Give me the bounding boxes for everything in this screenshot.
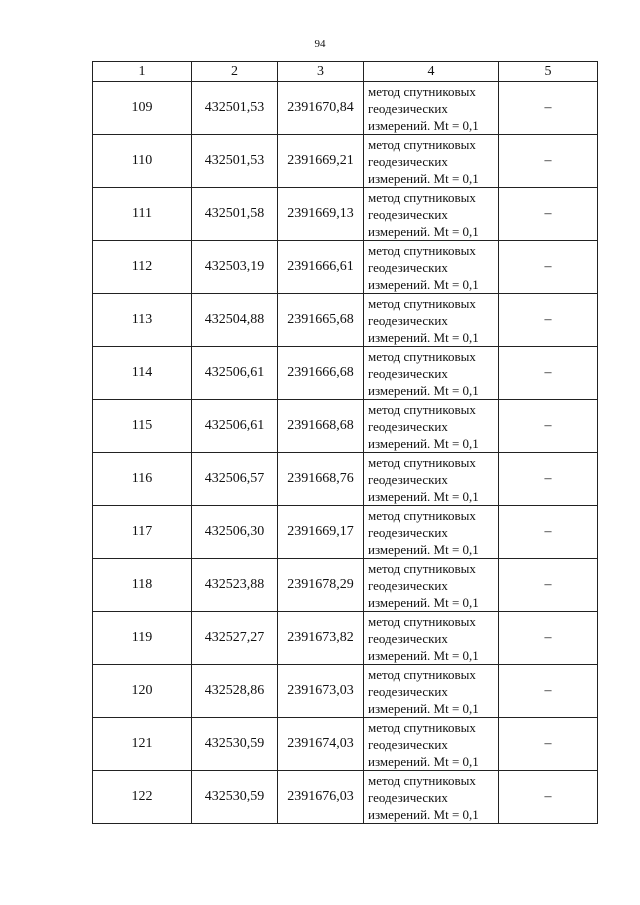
method-line: измерений. Mt = 0,1 (368, 382, 479, 398)
method-line: геодезических (368, 365, 448, 381)
x-coordinate-cell: 432530,59 (192, 718, 278, 771)
table-row (93, 188, 598, 241)
table-row (93, 506, 598, 559)
method-line: измерений. Mt = 0,1 (368, 541, 479, 557)
method-line: геодезических (368, 630, 448, 646)
y-coordinate-cell: 2391673,82 (278, 612, 364, 665)
point-number-cell: 114 (93, 347, 192, 400)
x-coordinate-cell: 432506,61 (192, 400, 278, 453)
header-col-5: 5 (499, 62, 598, 82)
method-line: метод спутниковых (368, 295, 476, 311)
header-col-2: 2 (192, 62, 278, 82)
method-line: метод спутниковых (368, 401, 476, 417)
method-cell (364, 665, 499, 718)
method-line: метод спутниковых (368, 772, 476, 788)
col5-cell: – (499, 135, 598, 188)
y-coordinate-cell: 2391669,21 (278, 135, 364, 188)
method-line: измерений. Mt = 0,1 (368, 329, 479, 345)
point-number-cell: 110 (93, 135, 192, 188)
method-line: геодезических (368, 471, 448, 487)
x-coordinate-cell: 432503,19 (192, 241, 278, 294)
method-line: метод спутниковых (368, 348, 476, 364)
method-line: измерений. Mt = 0,1 (368, 753, 479, 769)
table-body (93, 82, 598, 824)
y-coordinate-cell: 2391666,61 (278, 241, 364, 294)
x-coordinate-cell: 432501,53 (192, 135, 278, 188)
header-col-3: 3 (278, 62, 364, 82)
method-line: измерений. Mt = 0,1 (368, 435, 479, 451)
method-line: метод спутниковых (368, 719, 476, 735)
method-cell (364, 771, 499, 824)
x-coordinate-cell: 432530,59 (192, 771, 278, 824)
y-coordinate-cell: 2391673,03 (278, 665, 364, 718)
y-coordinate-cell: 2391668,68 (278, 400, 364, 453)
col5-cell: – (499, 188, 598, 241)
col5-cell: – (499, 294, 598, 347)
col5-cell: – (499, 82, 598, 135)
table-row (93, 612, 598, 665)
method-line: геодезических (368, 153, 448, 169)
method-line: геодезических (368, 524, 448, 540)
col5-cell: – (499, 347, 598, 400)
col5-cell: – (499, 718, 598, 771)
table-row (93, 400, 598, 453)
method-line: метод спутниковых (368, 666, 476, 682)
col5-cell: – (499, 400, 598, 453)
table-row (93, 347, 598, 400)
col5-cell: – (499, 506, 598, 559)
col5-cell: – (499, 453, 598, 506)
col5-cell: – (499, 771, 598, 824)
y-coordinate-cell: 2391670,84 (278, 82, 364, 135)
point-number-cell: 113 (93, 294, 192, 347)
method-line: метод спутниковых (368, 613, 476, 629)
x-coordinate-cell: 432506,30 (192, 506, 278, 559)
header-col-1: 1 (93, 62, 192, 82)
method-cell (364, 718, 499, 771)
method-cell (364, 347, 499, 400)
method-cell (364, 506, 499, 559)
y-coordinate-cell: 2391665,68 (278, 294, 364, 347)
table-header (93, 62, 598, 82)
method-cell (364, 294, 499, 347)
table-row (93, 453, 598, 506)
method-cell (364, 453, 499, 506)
y-coordinate-cell: 2391669,17 (278, 506, 364, 559)
coordinates-table (92, 61, 598, 824)
method-cell (364, 559, 499, 612)
method-line: измерений. Mt = 0,1 (368, 594, 479, 610)
method-line: геодезических (368, 418, 448, 434)
method-line: геодезических (368, 683, 448, 699)
point-number-cell: 122 (93, 771, 192, 824)
x-coordinate-cell: 432523,88 (192, 559, 278, 612)
method-line: измерений. Mt = 0,1 (368, 170, 479, 186)
method-line: метод спутниковых (368, 242, 476, 258)
x-coordinate-cell: 432506,57 (192, 453, 278, 506)
point-number-cell: 121 (93, 718, 192, 771)
table-row (93, 559, 598, 612)
method-line: измерений. Mt = 0,1 (368, 700, 479, 716)
x-coordinate-cell: 432506,61 (192, 347, 278, 400)
method-line: метод спутниковых (368, 507, 476, 523)
method-line: метод спутниковых (368, 560, 476, 576)
x-coordinate-cell: 432501,58 (192, 188, 278, 241)
point-number-cell: 115 (93, 400, 192, 453)
y-coordinate-cell: 2391676,03 (278, 771, 364, 824)
header-row (93, 62, 598, 82)
method-line: измерений. Mt = 0,1 (368, 223, 479, 239)
method-line: геодезических (368, 206, 448, 222)
method-line: метод спутниковых (368, 454, 476, 470)
y-coordinate-cell: 2391674,03 (278, 718, 364, 771)
x-coordinate-cell: 432527,27 (192, 612, 278, 665)
method-line: геодезических (368, 100, 448, 116)
table-row (93, 82, 598, 135)
table-row (93, 135, 598, 188)
point-number-cell: 111 (93, 188, 192, 241)
method-cell (364, 188, 499, 241)
method-line: измерений. Mt = 0,1 (368, 806, 479, 822)
table-row (93, 771, 598, 824)
y-coordinate-cell: 2391666,68 (278, 347, 364, 400)
y-coordinate-cell: 2391678,29 (278, 559, 364, 612)
x-coordinate-cell: 432501,53 (192, 82, 278, 135)
method-cell (364, 241, 499, 294)
point-number-cell: 112 (93, 241, 192, 294)
col5-cell: – (499, 665, 598, 718)
method-line: геодезических (368, 259, 448, 275)
method-line: геодезических (368, 577, 448, 593)
x-coordinate-cell: 432504,88 (192, 294, 278, 347)
col5-cell: – (499, 241, 598, 294)
header-col-4: 4 (364, 62, 499, 82)
method-line: геодезических (368, 312, 448, 328)
point-number-cell: 116 (93, 453, 192, 506)
table-row (93, 665, 598, 718)
col5-cell: – (499, 612, 598, 665)
table-row (93, 294, 598, 347)
method-cell (364, 612, 499, 665)
point-number-cell: 117 (93, 506, 192, 559)
method-line: измерений. Mt = 0,1 (368, 488, 479, 504)
y-coordinate-cell: 2391669,13 (278, 188, 364, 241)
y-coordinate-cell: 2391668,76 (278, 453, 364, 506)
method-cell (364, 400, 499, 453)
method-line: метод спутниковых (368, 83, 476, 99)
table-row (93, 718, 598, 771)
point-number-cell: 120 (93, 665, 192, 718)
point-number-cell: 109 (93, 82, 192, 135)
method-line: геодезических (368, 789, 448, 805)
method-line: измерений. Mt = 0,1 (368, 117, 479, 133)
point-number-cell: 119 (93, 612, 192, 665)
method-line: измерений. Mt = 0,1 (368, 276, 479, 292)
method-cell (364, 135, 499, 188)
method-line: метод спутниковых (368, 189, 476, 205)
method-cell (364, 82, 499, 135)
method-line: измерений. Mt = 0,1 (368, 647, 479, 663)
method-line: геодезических (368, 736, 448, 752)
page-number: 94 (314, 38, 326, 50)
method-line: метод спутниковых (368, 136, 476, 152)
table-row (93, 241, 598, 294)
x-coordinate-cell: 432528,86 (192, 665, 278, 718)
col5-cell: – (499, 559, 598, 612)
point-number-cell: 118 (93, 559, 192, 612)
